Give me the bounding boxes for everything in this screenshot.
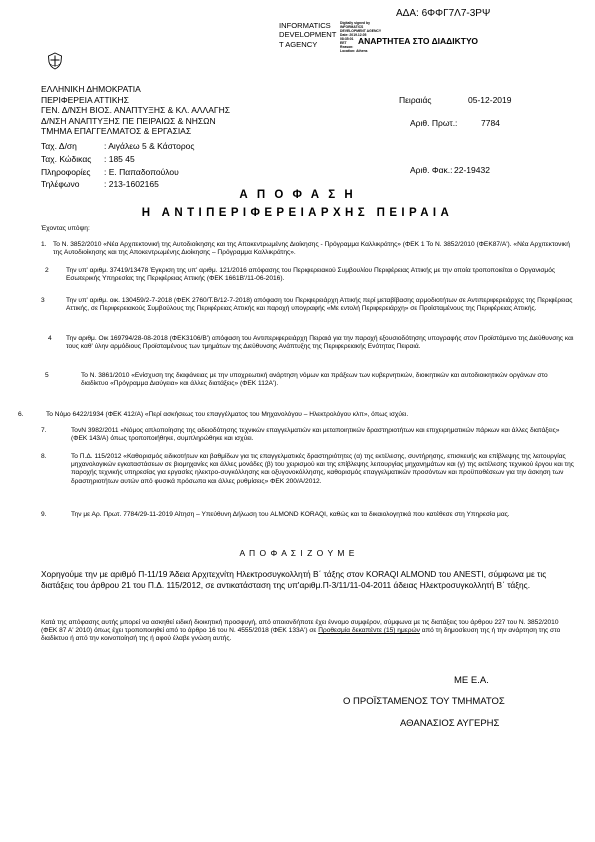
agency-line: T AGENCY bbox=[279, 39, 318, 49]
consideration-text: ΤονΝ 3982/2011 «Νόμος απλοποίησης της αδειοδότησης τεχνικών επαγγελματιών και μεταποιητικών δραστηριοτήτων και επιχειρηματικών πάρκων και άλλες διατάξεις» (ΦΕΚ 143/Α) όπως τροποποιήθηκε, συμπληρώθηκε και ισχύει. bbox=[71, 427, 560, 443]
consideration-text: Την αριθμ. Οικ 169794/28-08-2018 (ΦΕΚ3106/Β') απόφαση του Αντιπεριφερειάρχη Πειραιά για την παροχή εξουσιοδότησης υπογραφής στον Προϊστάμενο της Διεύθυνσης και τους καθ' ύλην αρμόδιους Προϊσταμένους των τμημάτων της Διεύθυνσης Ανάπτυξης της Περιφερειακής Ενότητας Πειραιά. bbox=[66, 335, 574, 351]
item-number: 3 bbox=[41, 297, 45, 304]
decision-text: Χορηγούμε την με αριθμό Π-11/19 Άδεια Αρχιτεχνίτη Ηλεκτροσυγκολλητή Β΄ τάξης στον KORAQI ALMOND του ANESTI, σύμφωνα με τις διατάξεις του άρθρου 21 του Π.Δ. 115/2012, σε αντικατάσταση της υπ'αριθμ.Π-3/11/11-04-2011 άδειας Ηλεκτροσυγκολλητή Β΄ τάξης. bbox=[41, 569, 547, 590]
signature-me: ΜΕ Ε.Α. bbox=[454, 675, 489, 686]
appeal-part: από τη δημοσίευση της ή την ανάρτηση της στο διαδίκτυο ή από την κοινοποίησή της ή αφού έλαβε γνώση αυτής. bbox=[41, 627, 561, 643]
consideration-text: Το Νόμο 6422/1934 (ΦΕΚ 412/Α) «Περί ασκήσεως του επαγγέλματος του Μηχανολόγου – Ηλεκτρολόγου κλπ», όπως ισχύει. bbox=[46, 411, 409, 418]
contact-labels bbox=[41, 140, 91, 191]
item-number: 6. bbox=[18, 411, 24, 418]
decision-title: Α Π Ο Φ Α Σ Η bbox=[239, 189, 356, 201]
consideration-text: Την υπ' αριθμ. οικ. 130459/2-7-2018 (ΦΕΚ 2760/Τ.Β/12-7-2018) απόφαση του Περιφερειάρχη Αττικής περί μεταβίβασης αρμοδιοτήτων σε Αντιπεριφερειάρχες της Περιφέρειας Αττικής, σε Περιφερειακούς Συμβούλους της Περιφέρειας Αττικής και παροχή υπογραφής «Με εντολή Περιφερειάρχη» σε Προϊσταμένους της Περιφέρειας Αττικής. bbox=[66, 297, 573, 313]
document-date: 05-12-2019 bbox=[468, 95, 512, 105]
contact-value: : Αιγάλεω 5 & Κάστορος bbox=[104, 141, 195, 151]
contact-value: : Ε. Παπαδοπούλου bbox=[104, 166, 179, 177]
contact-values bbox=[104, 140, 194, 191]
considerations-heading: Έχοντας υπόψη: bbox=[41, 225, 90, 232]
protocol-label: Αριθ. Πρωτ.: bbox=[410, 118, 458, 128]
sender-line: Δ/ΝΣΗ ΑΝΑΠΤΥΞΗΣ ΠΕ ΠΕΙΡΑΙΩΣ & ΝΗΣΩΝ bbox=[41, 115, 216, 126]
contact-value: : 213-1602165 bbox=[104, 179, 159, 190]
posted-online-label: ΑΝΑΡΤΗΤΕΑ ΣΤΟ ΔΙΑΔΙΚΤΥΟ bbox=[358, 36, 478, 46]
consideration-text: Το Π.Δ. 115/2012 «Καθορισμός ειδικοτήτων και βαθμίδων για τις επαγγελματικές δραστηριότητες (α) της εκτέλεσης, συντήρησης, επισκευής και επίβλεψης της λειτουργίας μηχανολογικών εγκαταστάσεων σε βιομηχανίες και άλλες μονάδες (β) του χειρισμού και της επίβλεψης λειτουργίας μηχανημάτων και (γ) της εκτέλεσης τεχνικού έργου και της παροχής τεχνικής υπηρεσίας για εργασίες ηλεκτρο-συγκόλλησης και οξυγονοκόλλησης, καθορισμός επαγγελματικών προσόντων και προϋποθέσεων για την άσκηση των δραστηριοτήτων αυτών από φυσικά πρόσωπα και άλλες ρυθμίσεις» ΦΕΚ 200/Α/2012. bbox=[71, 453, 574, 485]
agency-line: DEVELOPMENT bbox=[279, 30, 337, 40]
appeal-deadline: Προθεσμία δεκαπέντε (15) ημερών bbox=[318, 627, 420, 635]
appeal-text bbox=[41, 619, 575, 644]
contact-label: Ταχ. Δ/ση bbox=[41, 141, 77, 151]
contact-label: Τηλέφωνο bbox=[41, 179, 80, 190]
place: Πειραιάς bbox=[399, 95, 432, 105]
consideration-text: Την με Αρ. Πρωτ. 7784/29-11-2019 Αίτηση – Υπεύθυνη Δήλωση του ALMOND KORAQI, καθώς και τα δικαιολογητικά που κατέθεσε στη Υπηρεσία μας. bbox=[71, 511, 510, 518]
issuer-title: Η ΑΝΤΙΠΕΡΙΦΕΡΕΙΑΡΧΗΣ ΠΕΙΡΑΙΑ bbox=[141, 207, 454, 219]
file-number: 22-19432 bbox=[454, 165, 490, 175]
signatory-role: Ο ΠΡΟΪΣΤΑΜΕΝΟΣ ΤΟΥ ΤΜΗΜΑΤΟΣ bbox=[343, 696, 505, 707]
digital-signature-note: Digitally signed by INFORMATICS DEVELOPMENT AGENCY Date: 2019.12.05 08:35:01 EET Reason: Location: Athens bbox=[340, 21, 382, 53]
item-number: 5 bbox=[45, 372, 49, 379]
signatory-name: ΑΘΑΝΑΣΙΟΣ ΑΥΓΕΡΗΣ bbox=[400, 718, 500, 729]
item-number: 2 bbox=[45, 267, 49, 274]
protocol-number: 7784 bbox=[481, 118, 500, 128]
contact-label: Πληροφορίες bbox=[41, 166, 91, 177]
file-label: Αριθ. Φακ.: bbox=[410, 165, 453, 175]
ada-code: ΑΔΑ: 6ΦΦΓ7Λ7-3ΡΨ bbox=[396, 8, 491, 19]
item-number: 9. bbox=[41, 511, 47, 518]
agency-block bbox=[279, 21, 336, 49]
sender-line: ΠΕΡΙΦΕΡΕΙΑ ΑΤΤΙΚΗΣ bbox=[41, 94, 129, 105]
sender-line: ΓΕΝ. Δ/ΝΣΗ ΒΙΟΣ. ΑΝΑΠΤΥΞΗΣ & ΚΛ. ΑΛΛΑΓΗΣ bbox=[41, 105, 230, 116]
sender-block bbox=[41, 84, 230, 137]
item-number: 1. bbox=[41, 241, 47, 248]
sender-line: ΤΜΗΜΑ ΕΠΑΓΓΕΛΜΑΤΟΣ & ΕΡΓΑΣΙΑΣ bbox=[41, 126, 192, 137]
consideration-text: Το Ν. 3861/2010 «Ενίσχυση της διαφάνειας με την υποχρεωτική ανάρτηση νόμων και πράξεων των κυβερνητικών, διοικητικών και αυτοδιοικητικών οργάνων στο διαδίκτυο «Πρόγραμμα Διαύγεια» και άλλες διατάξεις» (ΦΕΚ 112Α'). bbox=[81, 372, 548, 388]
emblem-icon bbox=[47, 52, 63, 70]
item-number: 4 bbox=[48, 335, 52, 342]
item-number: 8. bbox=[41, 453, 47, 460]
appeal-part: Κατά της απόφασης αυτής μπορεί να ασκηθεί ειδική διοικητική προσφυγή, από οποιονδήποτε έχει έννομο συμφέρον, σύμφωνα με τις διατάξεις του άρθρου 227 του Ν. 3852/2010 (ΦΕΚ 87 Α' 2010) όπως έχει τροποποιηθεί από το άρθρο 16 του Ν. 4555/2018 (ΦΕΚ 133Α') σε bbox=[41, 619, 559, 635]
decide-heading: Α Π Ο Φ Α Σ Ι Ζ Ο Υ Μ Ε bbox=[239, 548, 356, 558]
consideration-text: Την υπ' αριθμ. 37419/13478 Έγκριση της υπ' αριθμ. 121/2016 απόφασης του Περιφερειακού Συμβουλίου Περιφέρειας Αττικής με την οποία τροποποιείται ο Οργανισμός Εσωτερικής Υπηρεσίας της Περιφέρειας Αττικής (ΦΕΚ 1661Β'/11-06-2016). bbox=[66, 267, 556, 283]
consideration-text: Το Ν. 3852/2010 «Νέα Αρχιτεκτονική της Αυτοδιοίκησης και της Αποκεντρωμένης Διοίκησης - Πρόγραμμα Καλλικράτης» (ΦΕΚ 1 Το Ν. 3852/2010 (ΦΕΚ87/Α'). «Νέα Αρχιτεκτονική της Αυτοδιοίκησης και της Αποκεντρωμένης Διοίκησης – Πρόγραμμα Καλλικράτης». bbox=[53, 241, 570, 257]
contact-label: Ταχ. Κώδικας bbox=[41, 153, 92, 164]
agency-line: INFORMATICS bbox=[279, 21, 331, 30]
sender-line: ΕΛΛΗΝΙΚΗ ΔΗΜΟΚΡΑΤΙΑ bbox=[41, 84, 141, 94]
item-number: 7. bbox=[41, 427, 47, 434]
contact-value: : 185 45 bbox=[104, 153, 135, 164]
